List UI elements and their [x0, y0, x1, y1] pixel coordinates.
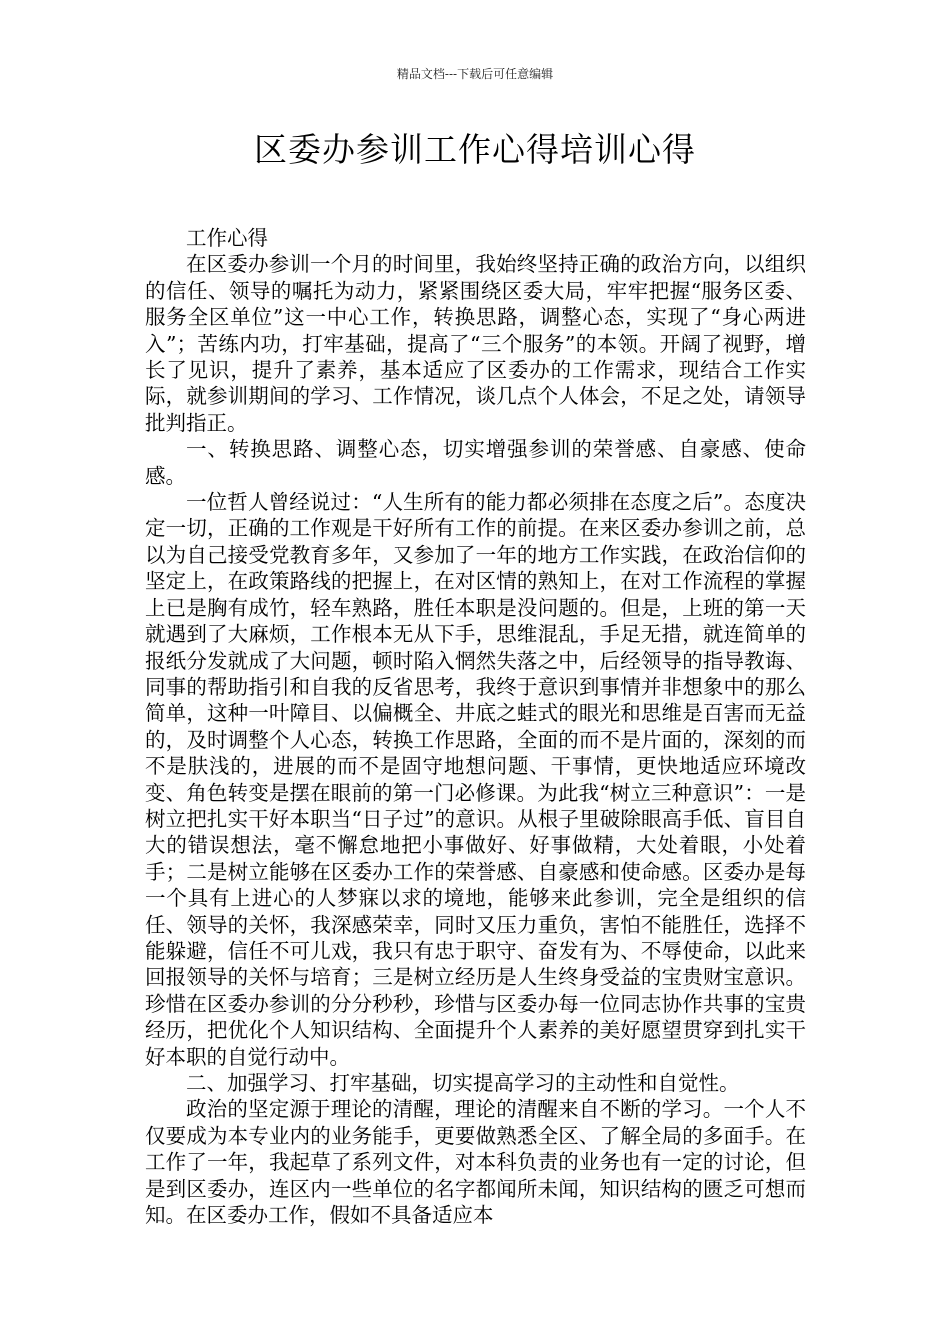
section-heading-2: 二、加强学习、打牢基础，切实提高学习的主动性和自觉性。 [186, 1071, 740, 1095]
paragraph-intro: 在区委办参训一个月的时间里，我始终坚持正确的政治方向，以组织的信任、领导的嘱托为动力，紧紧围绕区委大局，牢牢把握“服务区委、服务全区单位”这一中心工作，转换思路，调整心态，实现了“身心两进入”；苦练内功，打牢基础，提高了“三个服务”的本领。开阔了视野，增长了见识，提升了素养，基本适应了区委办的工作需求，现结合工作实际，就参训期间的学习、工作情况，谈几点个人体会，不足之处，请领导批判指正。 [145, 252, 806, 435]
paragraph-section-2: 政治的坚定源于理论的清醒，理论的清醒来自不断的学习。一个人不仅要成为本专业内的业务能手，更要做熟悉全区、了解全局的多面手。在工作了一年，我起草了系列文件，对本科负责的业务也有一定的讨论，但是到区委办，连区内一些单位的名字都闻所未闻，知识结构的匮乏可想而知。在区委办工作，假如不具备适应本 [145, 1097, 806, 1228]
section-heading-1: 一、转换思路、调整心态，切实增强参训的荣誉感、自豪感、使命感。 [145, 437, 806, 488]
paragraph-section-1: 一位哲人曾经说过：“人生所有的能力都必须排在态度之后”。态度决定一切，正确的工作观是干好所有工作的前提。在来区委办参训之前，总以为自己接受党教育多年，又参加了一年的地方工作实践，在政治信仰的坚定上，在政策路线的把握上，在对区情的熟知上，在对工作流程的掌握上已是胸有成竹，轻车熟路，胜任本职是没问题的。但是，上班的第一天就遇到了大麻烦，工作根本无从下手，思维混乱，手足无措，就连简单的报纸分发就成了大问题，顿时陷入惘然失落之中，后经领导的指导教诲、同事的帮助指引和自我的反省思考，我终于意识到事情并非想象中的那么简单，这种一叶障目、以偏概全、井底之蛙式的眼光和思维是百害而无益的，及时调整个人心态，转换工作思路，全面的而不是片面的，深刻的而不是肤浅的，进展的而不是固守地想问题、干事情，更快地适应环境改变、角色转变是摆在眼前的第一门必修课。为此我“树立三种意识”：一是树立把扎实干好本职当“日子过”的意识。从根子里破除眼高手低、盲目自大的错误想法，毫不懈怠地把小事做好、好事做精，大处着眼，小处着手；二是树立能够在区委办工作的荣誉感、自豪感和使命感。区委办是每一个具有上进心的人梦寐以求的境地，能够来此参训，完全是组织的信任、领导的关怀，我深感荣幸，同时又压力重负，害怕不能胜任，选择不能躲避，信任不可儿戏，我只有忠于职守、奋发有为、不辱使命，以此来回报领导的关怀与培育；三是树立经历是人生终身受益的宝贵财宝意识。珍惜在区委办参训的分分秒秒，珍惜与区委办每一位同志协作共事的宝贵经历，把优化个人知识结构、全面提升个人素养的美好愿望贯穿到扎实干好本职的自觉行动中。 [145, 490, 806, 1069]
header-note: 精品文档---下载后可任意编辑 [396, 67, 554, 81]
document-body [145, 225, 806, 1228]
section-label: 工作心得 [186, 226, 268, 250]
document-title: 区委办参训工作心得培训心得 [254, 130, 696, 169]
